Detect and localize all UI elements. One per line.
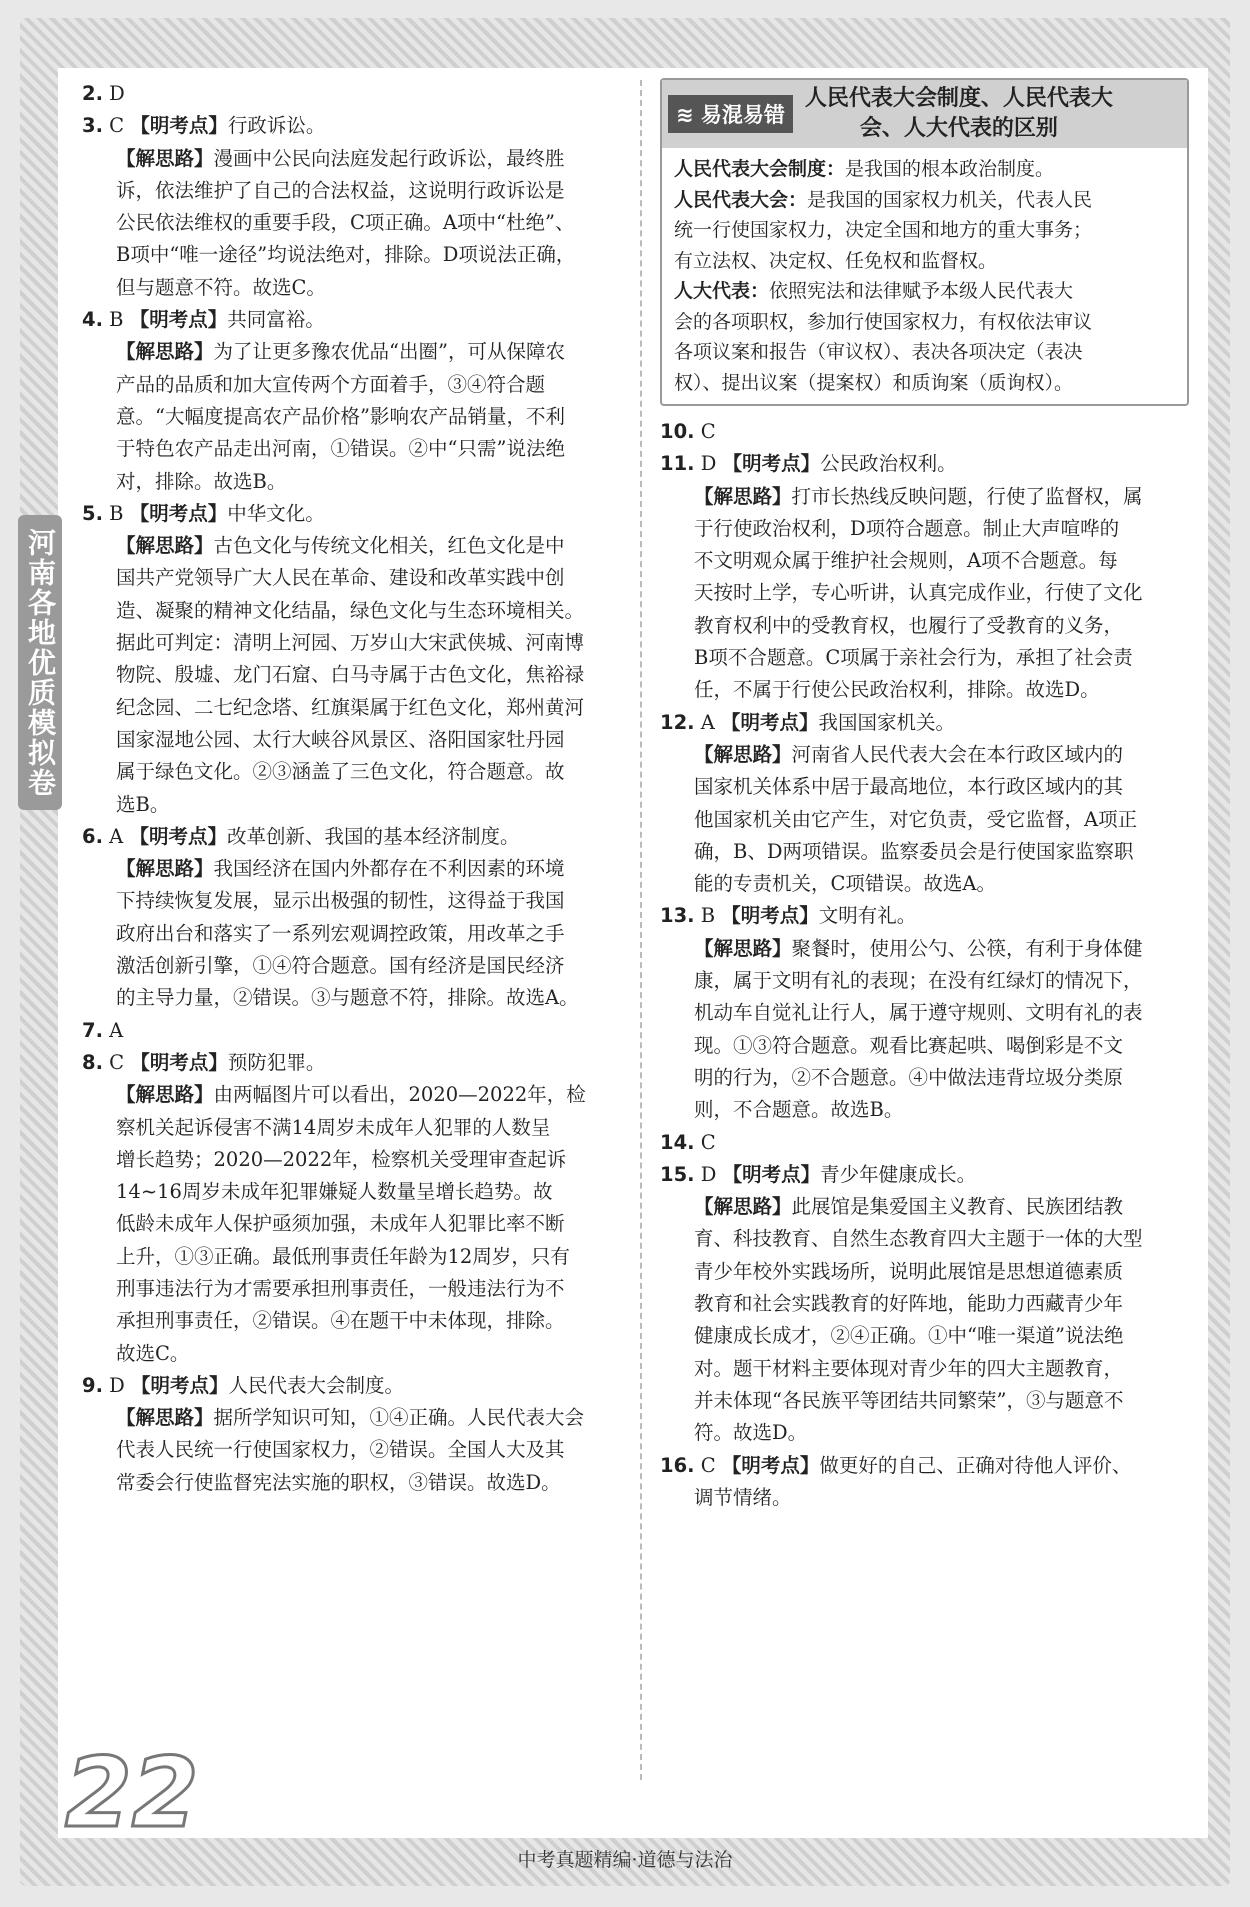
explanation-line bbox=[82, 1467, 627, 1499]
line-text: 聚餐时，使用公勺、公筷，有利于身体健 bbox=[791, 936, 1143, 960]
explanation-line bbox=[82, 659, 627, 691]
section-tag: 【明考点】 bbox=[722, 1162, 821, 1186]
explanation-line bbox=[82, 1434, 627, 1466]
line-text: 人民代表大会制度。 bbox=[228, 1373, 405, 1397]
explanation-line bbox=[660, 1030, 1190, 1062]
explanation-line bbox=[660, 1417, 1190, 1449]
section-tag: 【解思路】 bbox=[116, 340, 214, 364]
line-text: 育、科技教育、自然生态教育四大主题于一体的大型 bbox=[694, 1227, 1143, 1251]
note-term: 人大代表： bbox=[674, 280, 770, 302]
note-line bbox=[674, 307, 1177, 338]
note-text: 有立法权、决定权、任免权和监督权。 bbox=[674, 249, 998, 272]
line-text: 察机关起诉侵害不满14周岁未成年人犯罪的人数呈 bbox=[116, 1115, 551, 1139]
line-text: 中华文化。 bbox=[227, 501, 325, 525]
line-text: 但与题意不符。故选C。 bbox=[116, 275, 326, 299]
explanation-line bbox=[82, 1273, 627, 1305]
explanation-line bbox=[660, 1223, 1190, 1255]
explanation-line bbox=[82, 724, 627, 756]
line-text: 刑事违法行为才需要承担刑事责任，一般违法行为不 bbox=[116, 1276, 565, 1300]
line-text: 造、凝聚的精神文化结晶，绿色文化与生态环境相关。 bbox=[116, 598, 585, 622]
note-title-line1: 人民代表大会制度、人民代表大 bbox=[804, 86, 1113, 111]
line-text: 则，不合题意。故选B。 bbox=[694, 1098, 904, 1122]
line-text: 公民政治权利。 bbox=[820, 452, 957, 476]
line-text: 健康成长成才，②④正确。①中“唯一渠道”说法绝 bbox=[694, 1324, 1124, 1348]
note-term: 人民代表大会： bbox=[674, 188, 808, 211]
answer-line bbox=[660, 1450, 1190, 1482]
line-text: 做更好的自己、正确对待他人评价、 bbox=[819, 1453, 1132, 1477]
section-tag: 【明考点】 bbox=[721, 710, 819, 734]
line-text: 据此可判定：清明上河园、万岁山大宋武侠城、河南博 bbox=[116, 631, 585, 655]
answer-choice: C bbox=[102, 1050, 131, 1074]
line-text: 天按时上学，专心听讲，认真完成作业，行使了文化 bbox=[694, 581, 1143, 605]
section-tag: 【解思路】 bbox=[116, 1406, 214, 1430]
answer-line bbox=[82, 1370, 627, 1402]
section-tag: 【解思路】 bbox=[694, 1195, 792, 1219]
note-badge: ≋ 易混易错 bbox=[668, 95, 793, 133]
answer-choice: B bbox=[694, 904, 722, 928]
note-text: 是我国的根本政治制度。 bbox=[845, 158, 1055, 180]
explanation-line bbox=[82, 562, 627, 594]
section-tag: 【解思路】 bbox=[694, 484, 792, 508]
explanation-line bbox=[660, 1482, 1190, 1514]
line-text: 激活创新引擎，①④符合题意。国有经济是国民经济 bbox=[116, 954, 565, 978]
explanation-line bbox=[660, 1256, 1190, 1288]
explanation-line bbox=[82, 1402, 627, 1434]
explanation-line bbox=[660, 577, 1190, 609]
question-number: 5. bbox=[82, 501, 103, 525]
line-text: 由两幅图片可以看出，2020—2022年，检 bbox=[213, 1083, 586, 1107]
note-text: 会的各项职权，参加行使国家权力，有权依法审议 bbox=[674, 310, 1093, 333]
confusion-note-box bbox=[660, 78, 1189, 406]
explanation-line bbox=[660, 739, 1190, 771]
line-text: 对，排除。故选B。 bbox=[116, 469, 287, 493]
explanation-line bbox=[660, 610, 1190, 642]
note-line bbox=[674, 185, 1177, 216]
note-box-header bbox=[662, 80, 1187, 148]
line-text: 常委会行使监督宪法实施的职权，③错误。故选D。 bbox=[116, 1470, 561, 1494]
line-text: 承担刑事责任，②错误。④在题干中未体现，排除。 bbox=[116, 1309, 565, 1333]
line-text: 故选C。 bbox=[116, 1341, 190, 1365]
line-text: 纪念园、二七纪念塔、红旗渠属于红色文化，郑州黄河 bbox=[116, 695, 585, 719]
line-text: 代表人民统一行使国家权力，②错误。全国人大及其 bbox=[116, 1438, 565, 1462]
explanation-line bbox=[660, 804, 1190, 836]
explanation-line bbox=[660, 481, 1190, 513]
question-number: 6. bbox=[82, 824, 103, 848]
side-section-tab: 河南各地优质模拟卷 bbox=[18, 515, 62, 810]
explanation-line bbox=[660, 674, 1190, 706]
explanation-line bbox=[82, 272, 627, 304]
explanation-line bbox=[660, 868, 1190, 900]
explanation-line bbox=[660, 997, 1190, 1029]
column-divider bbox=[640, 80, 642, 1780]
answer-choice: D bbox=[102, 82, 125, 105]
line-text: 确，B、D两项错误。监察委员会是行使国家监察职 bbox=[694, 839, 1134, 863]
answer-choice: A bbox=[694, 710, 722, 734]
answer-choice: A bbox=[102, 824, 130, 848]
explanation-line bbox=[660, 545, 1190, 577]
question-number: 4. bbox=[82, 308, 103, 332]
explanation-line bbox=[660, 642, 1190, 674]
line-text: 调节情绪。 bbox=[694, 1485, 792, 1509]
answer-choice: C bbox=[102, 114, 131, 138]
right-column bbox=[660, 78, 1190, 1514]
explanation-line bbox=[660, 513, 1190, 545]
answer-line bbox=[82, 78, 627, 110]
line-text: 教育和社会实践教育的好阵地，能助力西藏青少年 bbox=[694, 1292, 1124, 1316]
section-tag: 【明考点】 bbox=[722, 452, 821, 476]
explanation-line bbox=[82, 918, 627, 950]
line-text: 现。①③符合题意。观看比赛起哄、喝倒彩是不文 bbox=[694, 1033, 1124, 1057]
explanation-line bbox=[82, 239, 627, 271]
explanation-line bbox=[660, 1320, 1190, 1352]
question-number: 15. bbox=[660, 1162, 695, 1186]
answer-choice: C bbox=[694, 420, 716, 443]
page-footer: 中考真题精编·道德与法治 bbox=[517, 1849, 733, 1871]
question-number: 16. bbox=[660, 1453, 695, 1477]
explanation-line bbox=[82, 466, 627, 498]
explanation-line bbox=[82, 982, 627, 1014]
answer-line bbox=[660, 1127, 1190, 1159]
explanation-line bbox=[660, 933, 1190, 965]
line-text: 国家湿地公园、太行大峡谷风景区、洛阳国家牡丹园 bbox=[116, 727, 565, 751]
section-tag: 【明考点】 bbox=[131, 1373, 229, 1397]
line-text: 的主导力量，②错误。③与题意不符，排除。故选A。 bbox=[116, 986, 579, 1010]
line-text: 打市长热线反映问题，行使了监督权，属 bbox=[791, 484, 1143, 508]
explanation-line bbox=[82, 1144, 627, 1176]
explanation-line bbox=[82, 627, 627, 659]
answer-choice: C bbox=[694, 1130, 716, 1154]
note-text: 统一行使国家权力，决定全国和地方的重大事务； bbox=[674, 219, 1093, 241]
line-text: 产品的品质和加大宣传两个方面着手，③④符合题 bbox=[116, 372, 546, 396]
question-number: 7. bbox=[82, 1018, 103, 1042]
answer-choice: D bbox=[694, 1162, 723, 1186]
note-line bbox=[674, 154, 1177, 185]
explanation-line bbox=[82, 433, 627, 465]
line-text: 据所学知识可知，①④正确。人民代表大会 bbox=[213, 1406, 585, 1430]
note-text: 依照宪法和法律赋予本级人民代表大 bbox=[769, 280, 1074, 302]
note-line bbox=[674, 215, 1177, 246]
line-text: 对。题干材料主要体现对青少年的四大主题教育， bbox=[694, 1356, 1124, 1380]
line-text: 机动车自觉礼让行人，属于遵守规则、文明有礼的表 bbox=[694, 1001, 1143, 1025]
line-text: 上升，①③正确。最低刑事责任年龄为12周岁，只有 bbox=[116, 1244, 570, 1268]
explanation-line bbox=[82, 885, 627, 917]
line-text: 不文明观众属于维护社会规则，A项不合题意。每 bbox=[694, 549, 1118, 573]
explanation-line bbox=[82, 1208, 627, 1240]
section-tag: 【解思路】 bbox=[116, 146, 214, 170]
explanation-line bbox=[82, 175, 627, 207]
explanation-line bbox=[660, 836, 1190, 868]
line-text: 低龄未成年人保护亟须加强，未成年人犯罪比率不断 bbox=[116, 1212, 565, 1236]
explanation-line bbox=[660, 1385, 1190, 1417]
answer-line bbox=[82, 498, 627, 530]
line-text: 于行使政治权利，D项符合题意。制止大声喧哗的 bbox=[694, 516, 1120, 540]
explanation-line bbox=[82, 369, 627, 401]
answer-choice: D bbox=[102, 1373, 132, 1397]
line-text: 14~16周岁未成年犯罪嫌疑人数量呈增长趋势。故 bbox=[116, 1180, 553, 1204]
section-tag: 【明考点】 bbox=[129, 308, 228, 332]
section-tag: 【解思路】 bbox=[694, 742, 792, 766]
line-text: 意。“大幅度提高农产品价格”影响农产品销量，不利 bbox=[116, 404, 565, 428]
question-number: 13. bbox=[660, 904, 695, 928]
answer-line bbox=[660, 416, 1190, 448]
answer-choice: D bbox=[694, 452, 723, 476]
line-text: 任，不属于行使公民政治权利，排除。故选D。 bbox=[694, 678, 1100, 702]
explanation-line bbox=[82, 853, 627, 885]
answer-line bbox=[660, 1159, 1190, 1191]
explanation-line bbox=[82, 336, 627, 368]
explanation-line bbox=[82, 1305, 627, 1337]
explanation-line bbox=[660, 1353, 1190, 1385]
answer-line bbox=[82, 110, 627, 142]
explanation-line bbox=[82, 595, 627, 627]
explanation-line bbox=[660, 1191, 1190, 1223]
section-tag: 【明考点】 bbox=[130, 1050, 228, 1074]
question-number: 11. bbox=[660, 452, 695, 476]
explanation-line bbox=[82, 950, 627, 982]
line-text: 物院、殷墟、龙门石窟、白马寺属于古色文化，焦裕禄 bbox=[116, 663, 585, 687]
note-text: 各项议案和报告（审议权）、表决各项决定（表决 bbox=[674, 341, 1083, 363]
line-text: 我国国家机关。 bbox=[818, 710, 956, 734]
explanation-line bbox=[82, 143, 627, 175]
line-text: 诉，依法维护了自己的合法权益，这说明行政诉讼是 bbox=[116, 178, 565, 202]
explanation-line bbox=[82, 789, 627, 821]
answer-line bbox=[82, 1047, 627, 1079]
explanation-line bbox=[82, 756, 627, 788]
explanation-line bbox=[82, 1112, 627, 1144]
note-line bbox=[674, 337, 1177, 368]
note-line bbox=[674, 246, 1177, 277]
question-number: 12. bbox=[660, 710, 695, 734]
question-number: 8. bbox=[82, 1050, 103, 1074]
line-text: 国家机关体系中居于最高地位，本行政区域内的其 bbox=[694, 775, 1124, 799]
answer-line bbox=[82, 821, 627, 853]
explanation-line bbox=[82, 1176, 627, 1208]
answer-line bbox=[82, 304, 627, 336]
line-text: 下持续恢复发展，显示出极强的韧性，这得益于我国 bbox=[116, 889, 565, 913]
explanation-line bbox=[82, 401, 627, 433]
question-number: 10. bbox=[660, 420, 695, 443]
line-text: 漫画中公民向法庭发起行政诉讼，最终胜 bbox=[213, 146, 565, 170]
answer-line bbox=[660, 900, 1190, 932]
line-text: 我国经济在国内外都存在不利因素的环境 bbox=[213, 857, 565, 881]
page-number: 22 bbox=[65, 1737, 199, 1849]
line-text: 康，属于文明有礼的表现；在没有红绿灯的情况下， bbox=[694, 969, 1143, 993]
note-title-line2: 会、人大代表的区别 bbox=[859, 116, 1058, 141]
line-text: 教育权利中的受教育权，也履行了受教育的义务， bbox=[694, 613, 1124, 637]
section-tag: 【解思路】 bbox=[694, 936, 792, 960]
line-text: 并未体现“各民族平等团结共同繁荣”，③与题意不 bbox=[694, 1388, 1124, 1412]
explanation-line bbox=[82, 1338, 627, 1370]
line-text: 青少年校外实践场所，说明此展馆是思想道德素质 bbox=[694, 1259, 1124, 1283]
section-tag: 【明考点】 bbox=[129, 824, 227, 848]
explanation-line bbox=[660, 1062, 1190, 1094]
line-text: 符。故选D。 bbox=[694, 1421, 808, 1445]
line-text: 预防犯罪。 bbox=[227, 1050, 326, 1074]
line-text: 政府出台和落实了一系列宏观调控政策，用改革之手 bbox=[116, 921, 565, 945]
question-number: 9. bbox=[82, 1373, 103, 1397]
note-box-body bbox=[662, 148, 1187, 404]
explanation-line bbox=[82, 207, 627, 239]
line-text: B项不合题意。C项属于亲社会行为，承担了社会责 bbox=[694, 646, 1133, 670]
section-tag: 【解思路】 bbox=[116, 534, 214, 558]
answer-choice: B bbox=[102, 501, 130, 525]
section-tag: 【明考点】 bbox=[129, 501, 228, 525]
answer-line bbox=[82, 1015, 627, 1047]
line-text: 国共产党领导广大人民在革命、建设和改革实践中创 bbox=[116, 566, 565, 590]
answer-choice: A bbox=[102, 1018, 124, 1042]
line-text: B项中“唯一途径”均说法绝对，排除。D项说法正确， bbox=[116, 243, 576, 267]
section-tag: 【明考点】 bbox=[130, 114, 228, 138]
explanation-line bbox=[82, 530, 627, 562]
line-text: 改革创新、我国的基本经济制度。 bbox=[226, 824, 520, 848]
line-text: 文明有礼。 bbox=[818, 904, 917, 928]
note-text: 是我国的国家权力机关，代表人民 bbox=[807, 188, 1093, 211]
question-number: 2. bbox=[82, 82, 103, 105]
line-text: 选B。 bbox=[116, 792, 170, 816]
answer-line bbox=[660, 707, 1190, 739]
explanation-line bbox=[82, 1079, 627, 1111]
note-line bbox=[674, 276, 1177, 307]
line-text: 增长趋势；2020—2022年，检察机关受理审查起诉 bbox=[116, 1147, 567, 1171]
explanation-line bbox=[660, 1094, 1190, 1126]
section-tag: 【解思路】 bbox=[116, 1083, 214, 1107]
note-line bbox=[674, 368, 1177, 399]
explanation-line bbox=[660, 965, 1190, 997]
line-text: 青少年健康成长。 bbox=[820, 1162, 977, 1186]
line-text: 共同富裕。 bbox=[227, 308, 325, 332]
note-term: 人民代表大会制度： bbox=[674, 158, 846, 180]
left-column bbox=[82, 78, 627, 1499]
right-answers bbox=[660, 416, 1190, 1514]
answer-line bbox=[660, 448, 1190, 480]
line-text: 能的专责机关，C项错误。故选A。 bbox=[694, 872, 997, 896]
question-number: 14. bbox=[660, 1130, 695, 1154]
line-text: 此展馆是集爱国主义教育、民族团结教 bbox=[791, 1195, 1124, 1219]
answer-choice: B bbox=[102, 308, 130, 332]
explanation-line bbox=[660, 1288, 1190, 1320]
line-text: 于特色农产品走出河南，①错误。②中“只需”说法绝 bbox=[116, 437, 565, 461]
answer-choice: C bbox=[694, 1453, 722, 1477]
note-text: 权）、提出议案（提案权）和质询案（质询权）。 bbox=[674, 371, 1074, 394]
section-tag: 【解思路】 bbox=[116, 857, 214, 881]
line-text: 他国家机关由它产生，对它负责，受它监督，A项正 bbox=[694, 807, 1138, 831]
line-text: 为了让更多豫农优品“出圈”，可从保障农 bbox=[213, 340, 565, 364]
question-number: 3. bbox=[82, 114, 103, 138]
line-text: 行政诉讼。 bbox=[227, 114, 326, 138]
line-text: 公民依法维权的重要手段，C项正确。A项中“杜绝”、 bbox=[116, 211, 575, 235]
explanation-line bbox=[82, 1241, 627, 1273]
line-text: 河南省人民代表大会在本行政区域内的 bbox=[791, 742, 1124, 766]
line-text: 明的行为，②不合题意。④中做法违背垃圾分类原 bbox=[694, 1065, 1124, 1089]
explanation-line bbox=[660, 771, 1190, 803]
explanation-line bbox=[82, 692, 627, 724]
line-text: 属于绿色文化。②③涵盖了三色文化，符合题意。故 bbox=[116, 760, 565, 784]
section-tag: 【明考点】 bbox=[721, 1453, 820, 1477]
section-tag: 【明考点】 bbox=[721, 904, 819, 928]
line-text: 古色文化与传统文化相关，红色文化是中 bbox=[213, 534, 565, 558]
